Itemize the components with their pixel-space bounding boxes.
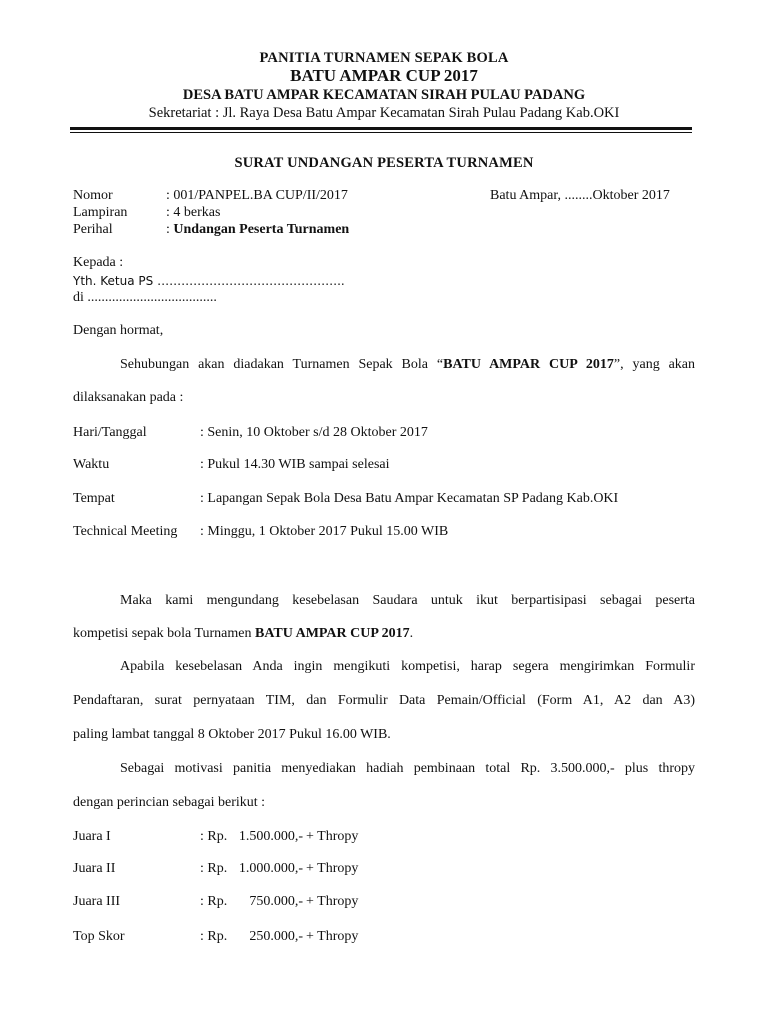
- detail-value-technical-meeting: : Minggu, 1 Oktober 2017 Pukul 15.00 WIB: [200, 524, 449, 539]
- prize-amount-juara-3: 750.000,-: [249, 894, 303, 909]
- organizer-heading: PANITIA TURNAMEN SEPAK BOLA: [259, 50, 509, 66]
- prize-amount-top-skor: 250.000,-: [249, 929, 303, 944]
- letterhead-rule-thin: [70, 132, 692, 133]
- greeting: Dengan hormat,: [73, 323, 164, 338]
- prize-currency-top-skor: : Rp.: [200, 929, 228, 944]
- detail-label-technical-meeting: Technical Meeting: [73, 524, 178, 539]
- perihal-subject: Undangan Peserta Turnamen: [173, 222, 350, 237]
- motivation-line-2: dengan perincian sebagai berikut :: [73, 795, 266, 810]
- village-heading: DESA BATU AMPAR KECAMATAN SIRAH PULAU PADANG: [182, 87, 586, 103]
- invite-after: .: [409, 626, 414, 641]
- detail-label-waktu: Waktu: [73, 457, 110, 472]
- event-heading: BATU AMPAR CUP 2017: [290, 66, 478, 85]
- intro-event-name: BATU AMPAR CUP 2017: [443, 357, 614, 372]
- intro-after: ”, yang akan: [613, 357, 696, 372]
- meta-value-nomor: : 001/PANPEL.BA CUP/II/2017: [166, 188, 348, 203]
- prize-label-juara-3: Juara III: [73, 894, 121, 909]
- recipient-di: di .....................................: [73, 290, 217, 305]
- recipient-yth: Yth. Ketua PS ………………………………………..: [73, 274, 345, 288]
- invite-line-2: [73, 626, 413, 642]
- meta-value-lampiran: : 4 berkas: [166, 205, 221, 220]
- prize-label-juara-2: Juara II: [73, 861, 116, 876]
- detail-label-tempat: Tempat: [73, 491, 115, 506]
- secretariat-address: Sekretariat : Jl. Raya Desa Batu Ampar Kecamatan Sirah Pulau Padang Kab.OKI: [148, 105, 620, 121]
- prize-suffix-top-skor: + Thropy: [306, 929, 359, 944]
- invite-event-name: BATU AMPAR CUP 2017: [255, 626, 410, 641]
- prize-label-juara-1: Juara I: [73, 829, 111, 844]
- recipient-kepada: Kepada :: [73, 255, 124, 270]
- place-date: Batu Ampar, ........Oktober 2017: [490, 188, 670, 203]
- invite-line-1: Maka kami mengundang kesebelasan Saudara untuk ikut berpartisipasi sebagai peserta: [120, 593, 695, 608]
- meta-label-lampiran: Lampiran: [73, 205, 128, 220]
- meta-value-perihal: [166, 222, 349, 238]
- prize-amount-juara-2: 1.000.000,-: [238, 861, 303, 876]
- letter-title: SURAT UNDANGAN PESERTA TURNAMEN: [234, 155, 534, 171]
- registration-line-3: paling lambat tanggal 8 Oktober 2017 Pukul 16.00 WIB.: [73, 727, 391, 742]
- detail-value-tempat: : Lapangan Sepak Bola Desa Batu Ampar Kecamatan SP Padang Kab.OKI: [200, 491, 619, 506]
- prize-suffix-juara-2: + Thropy: [306, 861, 359, 876]
- meta-label-perihal: Perihal: [73, 222, 113, 237]
- prize-label-top-skor: Top Skor: [73, 929, 125, 944]
- prize-currency-juara-1: : Rp.: [200, 829, 228, 844]
- registration-line-1: Apabila kesebelasan Anda ingin mengikuti kompetisi, harap segera mengirimkan Formulir: [120, 659, 695, 674]
- prize-amount-juara-1: 1.500.000,-: [238, 829, 303, 844]
- intro-line-1: [120, 357, 695, 373]
- motivation-line-1: Sebagai motivasi panitia menyediakan hadiah pembinaan total Rp. 3.500.000,- plus thropy: [120, 761, 695, 776]
- meta-label-nomor: Nomor: [73, 188, 113, 203]
- detail-value-hari: : Senin, 10 Oktober s/d 28 Oktober 2017: [200, 425, 428, 440]
- prize-currency-juara-2: : Rp.: [200, 861, 228, 876]
- detail-value-waktu: : Pukul 14.30 WIB sampai selesai: [200, 457, 390, 472]
- prize-suffix-juara-3: + Thropy: [306, 894, 359, 909]
- intro-line-2: dilaksanakan pada :: [73, 390, 184, 405]
- registration-line-2: Pendaftaran, surat pernyataan TIM, dan Formulir Data Pemain/Official (Form A1, A2 dan A3): [73, 693, 695, 708]
- prize-suffix-juara-1: + Thropy: [306, 829, 359, 844]
- detail-label-hari: Hari/Tanggal: [73, 425, 147, 440]
- prize-currency-juara-3: : Rp.: [200, 894, 228, 909]
- invite-before: kompetisi sepak bola Turnamen: [73, 626, 255, 641]
- perihal-colon: :: [166, 222, 174, 237]
- intro-before: Sehubungan akan diadakan Turnamen Sepak Bola “: [120, 357, 444, 372]
- letterhead-rule-thick: [70, 127, 692, 130]
